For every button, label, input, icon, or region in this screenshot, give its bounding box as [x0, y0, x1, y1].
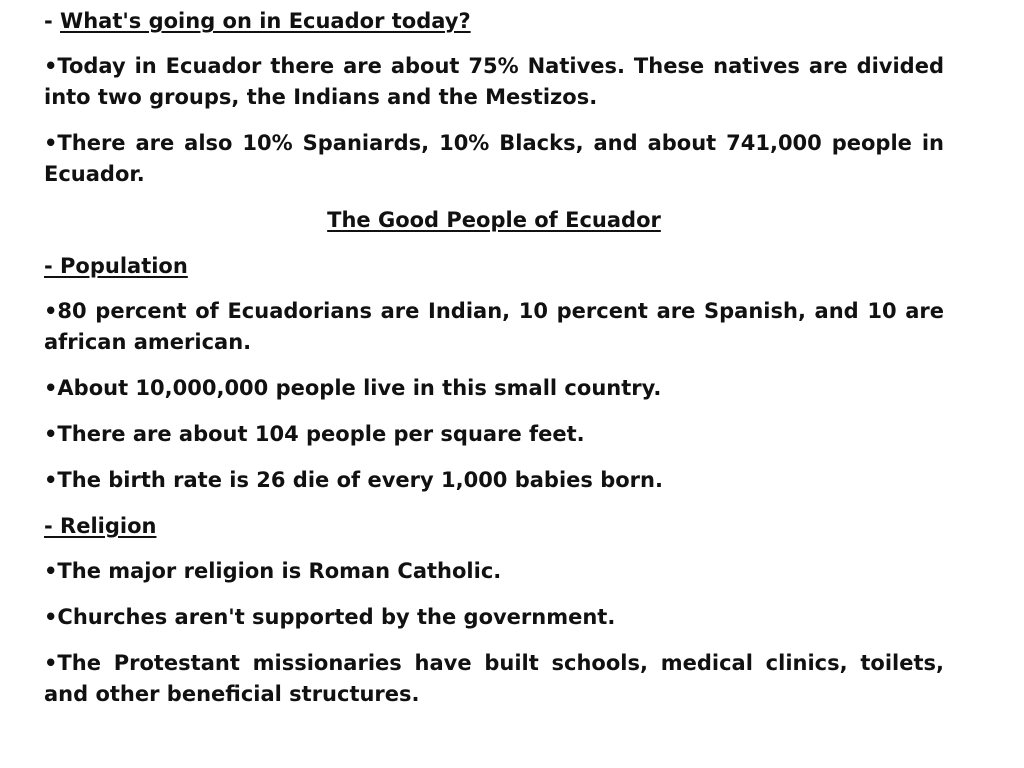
bullet-natives: •Today in Ecuador there are about 75% Natives. These natives are divided into two groups, the Indians and the Mestizos. — [44, 54, 944, 109]
page-title — [44, 205, 944, 236]
population-heading-text: - Population — [44, 254, 188, 278]
religion-heading-text: - Religion — [44, 514, 157, 538]
bullet-major-religion: •The major religion is Roman Catholic. — [44, 559, 502, 583]
section-heading-today — [44, 6, 944, 37]
bullet-density: •There are about 104 people per square feet. — [44, 422, 585, 446]
bullet-churches: •Churches aren't supported by the government. — [44, 605, 616, 629]
bullet-total-population: •About 10,000,000 people live in this small country. — [44, 376, 662, 400]
bullet-ethnic-percent: •80 percent of Ecuadorians are Indian, 10 percent are Spanish, and 10 are african american. — [44, 299, 944, 354]
population-heading — [44, 251, 944, 282]
page-title-text: The Good People of Ecuador — [327, 208, 661, 232]
bullet-missionaries: •The Protestant missionaries have built schools, medical clinics, toilets, and other beneficial structures. — [44, 651, 944, 706]
bullet-spaniards: •There are also 10% Spaniards, 10% Blacks, and about 741,000 people in Ecuador. — [44, 131, 944, 186]
heading-dash: - — [44, 9, 61, 33]
religion-heading — [44, 511, 944, 542]
heading-today-text: What's going on in Ecuador today? — [60, 9, 471, 33]
bullet-birth-rate: •The birth rate is 26 die of every 1,000 babies born. — [44, 468, 663, 492]
